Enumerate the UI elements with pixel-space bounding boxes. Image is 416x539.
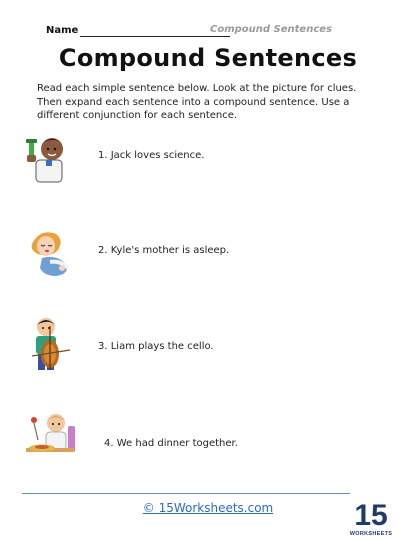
list-item: [0, 130, 416, 190]
list-item: [0, 316, 416, 376]
sentence-1: 1. Jack loves science.: [98, 150, 205, 161]
boy-scientist-icon: [22, 130, 78, 186]
worksheet-tag: Compound Sentences: [210, 24, 332, 35]
page-title: Compound Sentences: [58, 44, 358, 72]
sentence-4: 4. We had dinner together.: [104, 438, 238, 449]
logo-word: WORKSHEETS: [350, 531, 392, 537]
sentence-2: 2. Kyle's mother is asleep.: [98, 245, 230, 256]
sleeping-woman-icon: [22, 224, 78, 280]
sentence-3: 3. Liam plays the cello.: [98, 341, 214, 352]
worksheets-logo: [350, 497, 392, 537]
name-label: Name: [46, 25, 79, 36]
instructions: Read each simple sentence below. Look at the picture for clues. Then expand each sentence into a compound sentence. Use a different conjunction for each sentence.: [37, 83, 357, 121]
footer-copyright-link[interactable]: © 15Worksheets.com: [142, 501, 274, 515]
logo-number: 15: [354, 499, 388, 532]
list-item: [0, 410, 416, 470]
list-item: [0, 224, 416, 284]
boy-cello-icon: [22, 316, 78, 372]
name-input-line[interactable]: [80, 36, 230, 37]
footer-divider: [22, 493, 350, 494]
boy-dinner-icon: [22, 410, 78, 466]
name-row: [46, 22, 376, 42]
